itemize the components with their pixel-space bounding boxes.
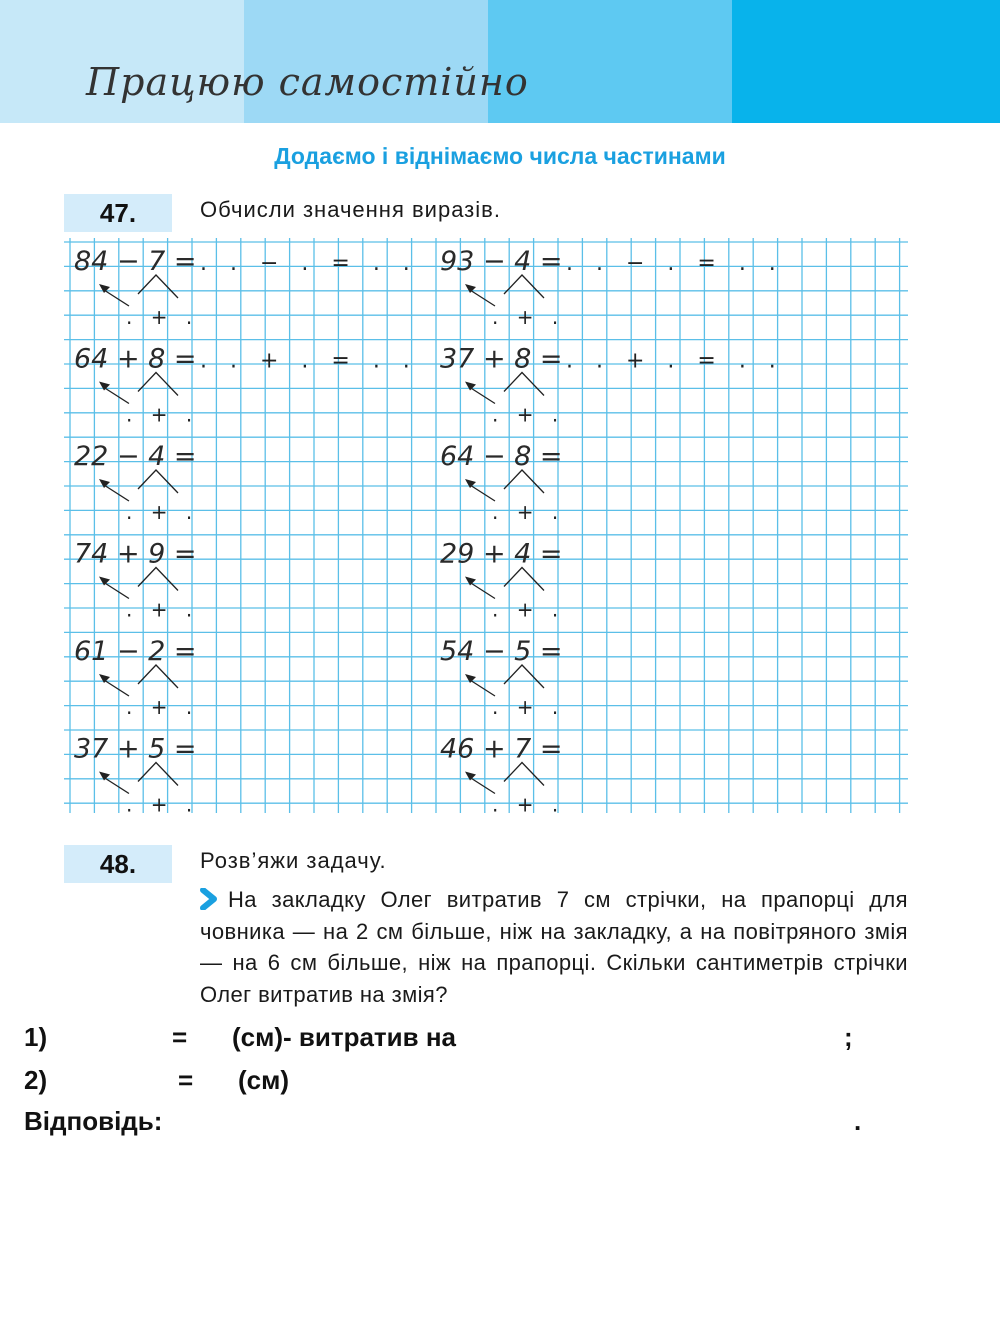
chevron-right-icon [200,888,220,910]
split-branches [504,763,544,786]
arrow-head-icon [465,382,476,391]
split-branches [504,373,544,396]
arrow-head-icon [465,284,476,293]
split-template: . + . [126,500,199,524]
expression-text: 54 − 5 = [440,636,563,667]
expression-text: 93 − 4 = [440,246,563,277]
answer-line-1-number: 1) [24,1022,48,1052]
expression-text: 37 + 5 = [74,733,197,765]
split-branches [138,568,178,591]
answer-line-1-unit: (см)- витратив на [232,1022,457,1052]
answer-template: . . + . = . . [200,348,418,374]
task-47-number: 47. [64,194,172,232]
split-template: . + . [126,305,199,329]
arrow-line [470,290,495,306]
expression-text: 37 + 8 = [440,343,563,375]
split-branches [138,470,178,493]
answer-template: . . − . = . . [566,251,784,276]
arrow-line [104,290,129,306]
answer-template: . . + . = . . [566,348,784,374]
answer-line-2-equals: = [178,1065,194,1095]
split-template: . + . [492,597,565,622]
header-title: Працюю самостійно [86,60,529,104]
split-template: . + . [492,500,565,524]
expression-text: 29 + 4 = [440,538,563,570]
expression-text: 84 − 7 = [74,246,197,277]
split-template: . + . [492,402,565,427]
arrow-line [104,485,129,501]
split-branches [504,665,544,688]
split-template: . + . [126,695,199,719]
arrow-line [104,388,129,404]
answer-line-1-end: ; [844,1022,853,1052]
arrow-line [104,680,129,696]
grid-canvas [64,238,908,813]
split-template: . + . [492,305,565,329]
arrow-line [104,778,129,794]
expression-text: 22 − 4 = [74,441,197,472]
split-template: . + . [492,792,565,813]
answer-line-2-number: 2) [24,1065,48,1095]
split-branches [138,373,178,396]
section-title: Додаємо і віднімаємо числа частинами [274,143,726,169]
arrow-line [470,680,495,696]
split-branches [504,470,544,493]
task-47-instruction: Обчисли значення виразів. [200,197,501,222]
arrow-line [470,485,495,501]
expression-text: 64 − 8 = [440,441,563,472]
task-48-instruction: Розв’яжи задачу. [200,848,387,873]
answer-line-2-unit: (см) [238,1065,290,1095]
split-branches [138,275,178,298]
split-branches [504,275,544,298]
problem-statement [200,884,908,1010]
split-branches [504,568,544,591]
expression-text: 64 + 8 = [74,343,197,375]
expression-text: 46 + 7 = [440,733,563,765]
expression-text: 74 + 9 = [74,538,197,570]
expression-text: 61 − 2 = [74,636,197,667]
answer-template: . . − . = . . [200,251,418,276]
arrow-line [470,778,495,794]
exercise-grid [64,238,908,818]
arrow-line [470,388,495,404]
header-band-4 [732,0,1000,123]
answer-label: Відповідь: [24,1106,163,1136]
split-branches [138,665,178,688]
split-template: . + . [126,402,199,427]
answer-line-1-equals: = [172,1022,188,1052]
arrow-line [470,583,495,599]
arrow-head-icon [99,382,110,391]
split-template: . + . [126,792,199,813]
task-48-number: 48. [64,845,172,883]
arrow-head-icon [99,284,110,293]
problem-text: На закладку Олег витратив 7 см стрічки, на прапорці для човника — на 2 см більше, ніж на закладку, а на повітряного змія — на 6 см більше, ніж на прапорці. Скільки сантиметрів стрічки Олег витратив на змія? [200,887,908,1007]
arrow-line [104,583,129,599]
split-branches [138,763,178,786]
answer-end: . [854,1106,862,1136]
split-template: . + . [492,695,565,719]
split-template: . + . [126,597,199,622]
